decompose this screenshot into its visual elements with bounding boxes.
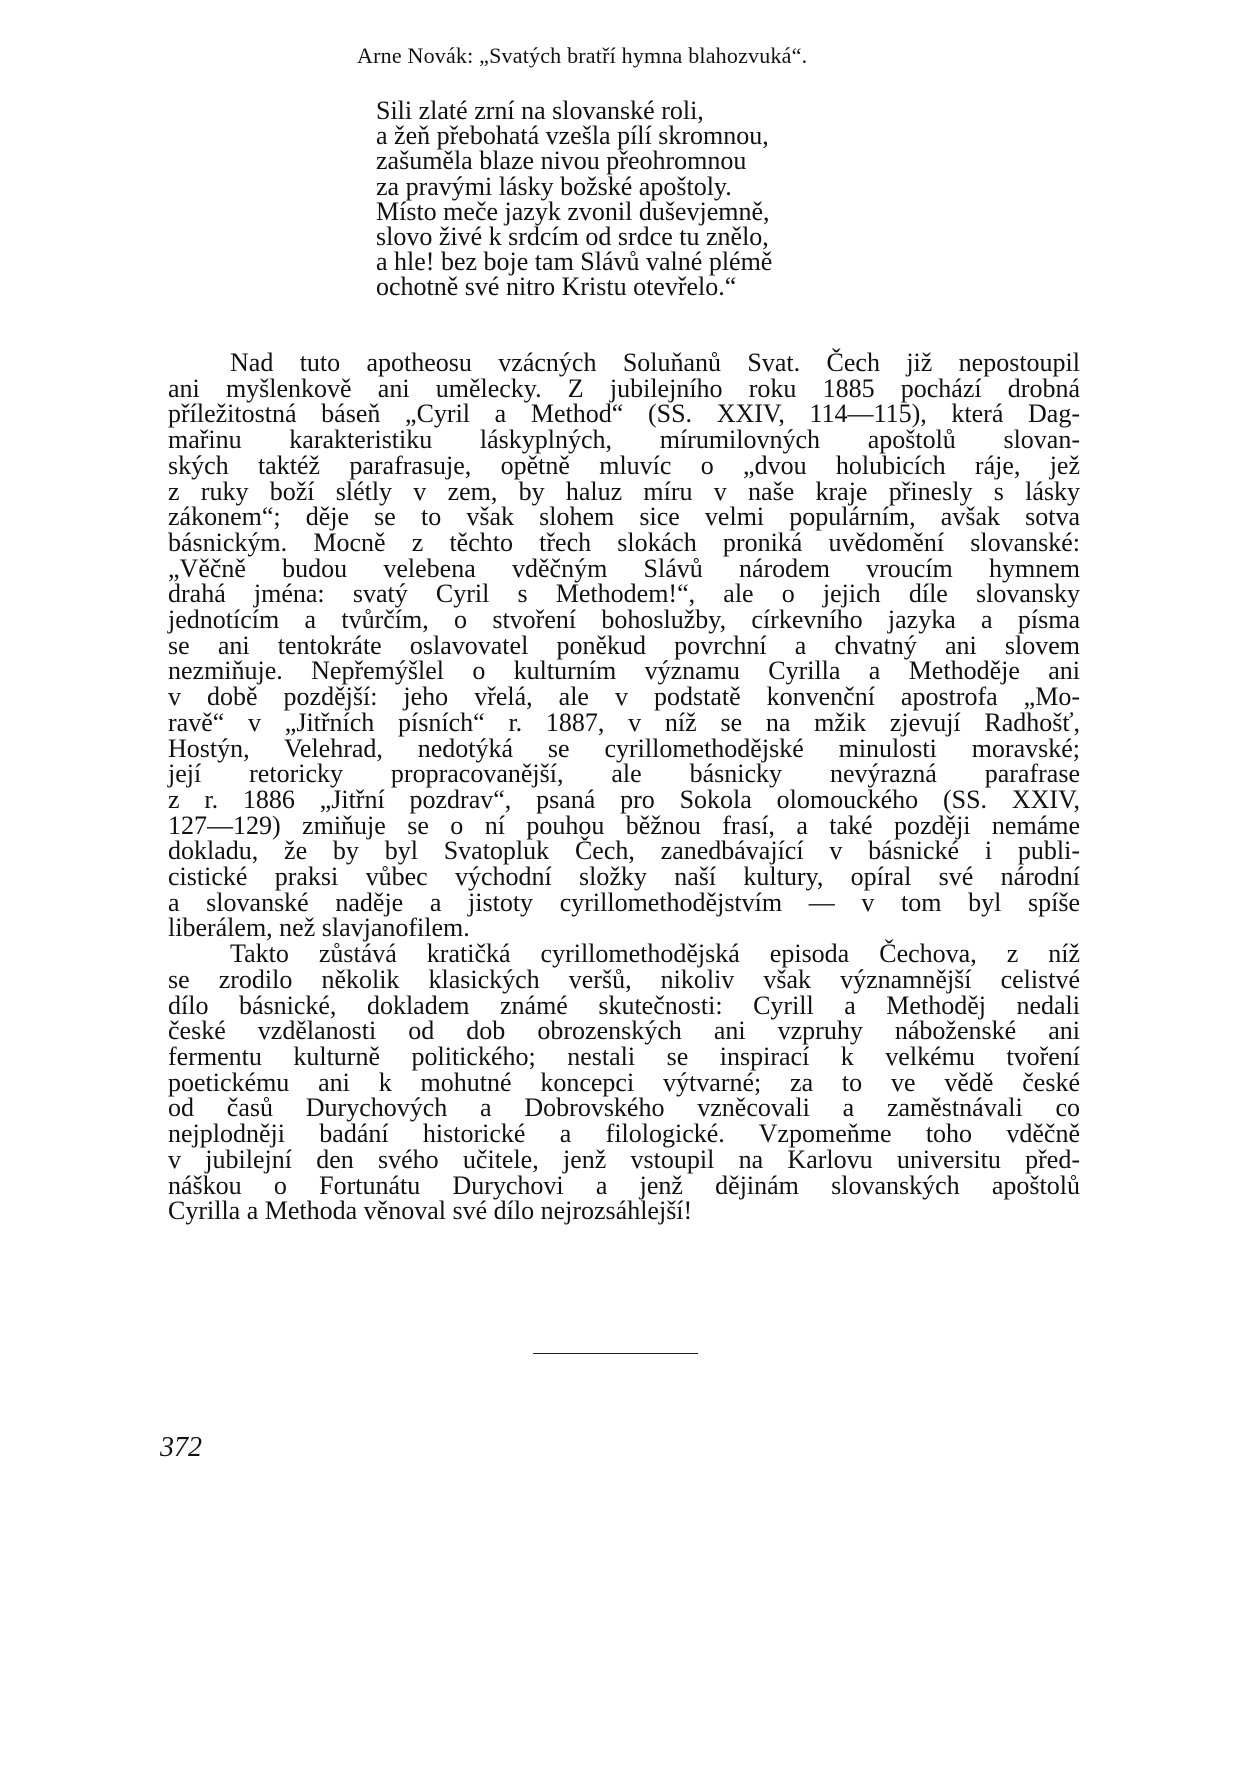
- paragraph-line: básnickým. Mocně z těchto třech slokách proniká uvědomění slovanské:: [168, 527, 1080, 557]
- paragraph-line: dílo básnické, dokladem známé skutečnosti: Cyrill a Methoděj nedali: [168, 990, 1080, 1020]
- verse-line: a žeň přebohatá vzešla pílí skromnou,: [376, 121, 769, 151]
- paragraph-line: náškou o Fortunátu Durychovi a jenž dějinám slovanských apoštolů: [168, 1170, 1080, 1200]
- paragraph-line: a slovanské naděje a jistoty cyrillomethodějstvím — v tom byl spíše: [168, 887, 1080, 917]
- verse-line: slovo živé k srdcím od srdce tu znělo,: [376, 222, 769, 252]
- paragraph-line: drahá jména: svatý Cyril s Methodem!“, ale o jejich díle slovansky: [168, 579, 1080, 609]
- paragraph-line: poetickému ani k mohutné koncepci výtvarné; za to ve vědě české: [168, 1067, 1080, 1097]
- paragraph-line: se ani tentokráte oslavovatel poněkud povrchní a chvatný ani slovem: [168, 630, 1080, 660]
- paragraph-line: dokladu, že by byl Svatopluk Čech, zanedbávající v básnické i publi-: [168, 836, 1080, 866]
- verse-line: ochotně své nitro Kristu otevřelo.“: [376, 272, 737, 302]
- paragraph-line: se zrodilo několik klasických veršů, nikoliv však významnější celistvé: [168, 964, 1080, 994]
- paragraph-line: liberálem, než slavjanofilem.: [168, 913, 470, 943]
- paragraph-line: v jubilejní den svého učitele, jenž vstoupil na Karlovu universitu před-: [168, 1144, 1080, 1174]
- paragraph-line: ravě“ v „Jitřních písních“ r. 1887, v níž se na mžik zjevují Radhošť,: [168, 707, 1080, 737]
- running-header: Arne Novák: „Svatých bratří hymna blahozvuká“.: [357, 43, 808, 68]
- paragraph-line: v době pozdější: jeho vřelá, ale v podstatě konvenční apostrofa „Mo-: [168, 682, 1080, 712]
- verse-line: Místo meče jazyk zvonil duševjemně,: [376, 196, 770, 226]
- page-number: 372: [160, 1432, 202, 1463]
- paragraph-line: příležitostná báseň „Cyril a Method“ (SS. XXIV, 114—115), která Dag-: [168, 399, 1080, 429]
- paragraph-line: Takto zůstává kratičká cyrillomethodějská episoda Čechova, z níž: [230, 939, 1080, 969]
- paragraph-line: Nad tuto apotheosu vzácných Soluňanů Svat. Čech již nepostoupil: [230, 348, 1080, 377]
- section-divider: [533, 1353, 698, 1354]
- paragraph-line: její retoricky propracovanější, ale básnicky nevýrazná parafrase: [168, 759, 1080, 789]
- verse-line: Sili zlaté zrní na slovanské roli,: [376, 96, 704, 125]
- paragraph-line: ani myšlenkově ani umělecky. Z jubilejního roku 1885 pochází drobná: [168, 373, 1080, 403]
- paragraph-line: Cyrilla a Methoda věnoval své dílo nejrozsáhlejší!: [168, 1196, 693, 1226]
- paragraph-line: české vzdělanosti od dob obrozenských ani vzpruhy náboženské ani: [168, 1016, 1080, 1046]
- verse-line: zašuměla blaze nivou přeohromnou: [376, 146, 747, 176]
- paragraph-line: 127—129) zmiňuje se o ní pouhou běžnou frasí, a také později nemáme: [168, 810, 1080, 840]
- paragraph-line: od časů Durychových a Dobrovského vzněcovali a zaměstnávali co: [168, 1093, 1080, 1123]
- paragraph-line: nejplodněji badání historické a filologické. Vzpomeňme toho vděčně: [168, 1119, 1080, 1149]
- paragraph-line: ských taktéž parafrasuje, opětně mluvíc o „dvou holubicích ráje, jež: [168, 450, 1080, 480]
- paragraph-line: zákonem“; děje se to však slohem sice velmi populárním, avšak sotva: [168, 502, 1080, 532]
- paragraph-line: z r. 1886 „Jitřní pozdrav“, psaná pro Sokola olomouckého (SS. XXIV,: [168, 784, 1080, 814]
- verse-quotation: [376, 98, 936, 300]
- paragraph-line: fermentu kulturně politického; nestali se inspirací k velkému tvoření: [168, 1041, 1080, 1071]
- paragraph-line: jednotícím a tvůrčím, o stvoření bohoslužby, církevního jazyka a písma: [168, 605, 1080, 635]
- verse-line: a hle! bez boje tam Slávů valné plémě: [376, 247, 773, 277]
- paragraph-line: mařinu karakteristiku láskyplných, mírumilovných apoštolů slovan-: [168, 425, 1080, 455]
- paragraph-line: cistické praksi vůbec východní složky naší kultury, opíral své národní: [168, 862, 1080, 892]
- body-text: [168, 350, 1080, 1224]
- paragraph-line: Hostýn, Velehrad, nedotýká se cyrillomethodějské minulosti moravské;: [168, 733, 1080, 763]
- paragraph-line: nezmiňuje. Nepřemýšlel o kulturním významu Cyrilla a Methoděje ani: [168, 656, 1080, 686]
- verse-line: za pravými lásky božské apoštoly.: [376, 171, 732, 201]
- paragraph-line: „Věčně budou velebena vděčným Slávů národem vroucím hymnem: [168, 553, 1080, 583]
- paragraph-line: z ruky boží slétly v zem, by haluz míru v naše kraje přinesly s lásky: [168, 476, 1080, 506]
